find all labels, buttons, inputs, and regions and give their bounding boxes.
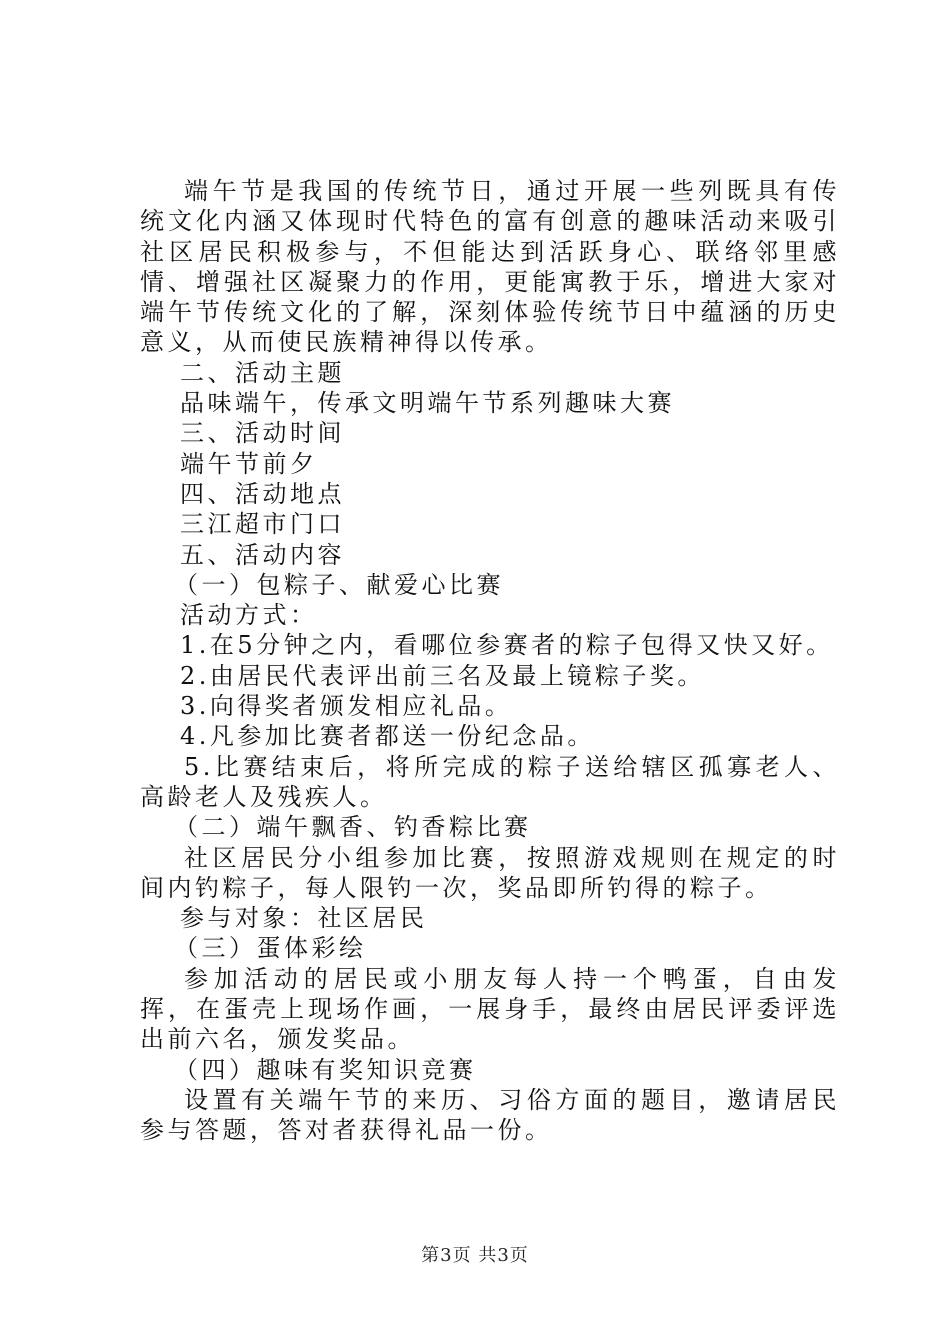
list-item: 3.向得奖者颁发相应礼品。: [180, 692, 513, 721]
activity-method-label: 活动方式：: [180, 601, 318, 630]
subsection-heading-3: （三）蛋体彩绘: [174, 934, 367, 963]
subsection-body-2: 社区居民分小组参加比赛，按照游戏规则在规定的时间内钓粽子，每人限钓一次，奖品即所钓得的粽子。: [140, 843, 840, 902]
list-item: 4.凡参加比赛者都送一份纪念品。: [180, 722, 595, 751]
subsection-body-4: 设置有关端午节的来历、习俗方面的题目，邀请居民参与答题，答对者获得礼品一份。: [140, 1085, 840, 1145]
subsection-heading-2: （二）端午飘香、钓香粽比赛: [174, 813, 532, 842]
time-text: 端午节前夕: [180, 449, 318, 478]
intro-paragraph: 端午节是我国的传统节日，通过开展一些列既具有传统文化内涵又体现时代特色的富有创意的趣味活动来吸引社区居民积极参与，不但能达到活跃身心、联络邻里感情、增强社区凝聚力的作用，更能寓教于乐，增进大家对端午节传统文化的了解，深刻体验传统节日中蕴涵的历史意义，从而使民族精神得以传承。: [140, 177, 840, 357]
page-footer: 第3页 共3页: [421, 1245, 529, 1266]
document-body: [140, 176, 840, 1146]
list-item: 1.在5分钟之内，看哪位参赛者的粽子包得又快又好。: [180, 631, 834, 660]
subsection-heading-4: （四）趣味有奖知识竞赛: [174, 1055, 477, 1084]
subsection-heading-1: （一）包粽子、献爱心比赛: [174, 570, 504, 599]
section-heading-location: 四、活动地点: [180, 479, 345, 508]
section-heading-time: 三、活动时间: [180, 419, 345, 448]
section-heading-theme: 二、活动主题: [180, 358, 345, 387]
participants-text: 参与对象：社区居民: [180, 904, 428, 933]
list-item: 2.由居民代表评出前三名及最上镜粽子奖。: [180, 661, 705, 690]
location-text: 三江超市门口: [180, 510, 345, 539]
list-item: 5.比赛结束后，将所完成的粽子送给辖区孤寡老人、高龄老人及残疾人。: [140, 752, 840, 811]
subsection-body-3: 参加活动的居民或小朋友每人持一个鸭蛋，自由发挥，在蛋壳上现场作画，一展身手，最终由居民评委评选出前六名，颁发奖品。: [140, 964, 840, 1054]
theme-text: 品味端午，传承文明端午节系列趣味大赛: [180, 389, 675, 418]
section-heading-content: 五、活动内容: [180, 540, 345, 569]
